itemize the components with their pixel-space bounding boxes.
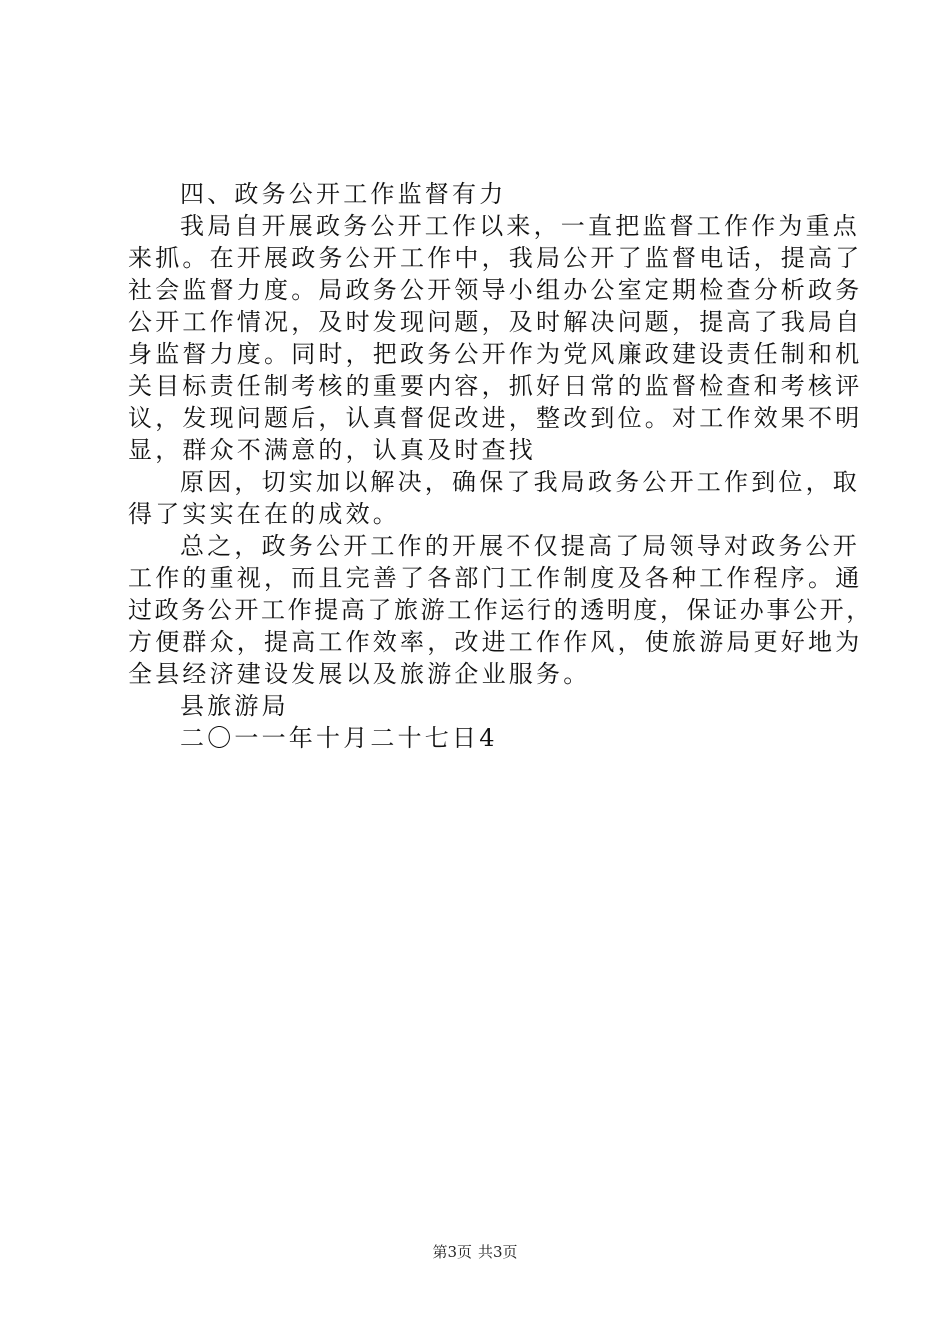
- paragraph-1-line-4: 公开工作情况，及时发现问题，及时解决问题，提高了我局自: [128, 308, 863, 336]
- paragraph-3-line-1: 总之，政务公开工作的开展不仅提高了局领导对政务公开: [180, 532, 860, 560]
- paragraph-1-line-6: 关目标责任制考核的重要内容，抓好日常的监督检查和考核评: [128, 372, 863, 400]
- paragraph-3-line-5: 全县经济建设发展以及旅游企业服务。: [128, 660, 591, 688]
- paragraph-3-line-2: 工作的重视，而且完善了各部门工作制度及各种工作程序。通: [128, 564, 863, 592]
- signature: 县旅游局: [180, 692, 289, 720]
- paragraph-3-line-4: 方便群众，提高工作效率，改进工作作风，使旅游局更好地为: [128, 628, 863, 656]
- paragraph-1-line-3: 社会监督力度。局政务公开领导小组办公室定期检查分析政务: [128, 276, 863, 304]
- page-total: 共3页: [478, 1243, 518, 1261]
- paragraph-1-line-2: 来抓。在开展政务公开工作中，我局公开了监督电话，提高了: [128, 244, 863, 272]
- section-heading: 四、政务公开工作监督有力: [180, 180, 507, 208]
- paragraph-1-line-1: 我局自开展政务公开工作以来，一直把监督工作作为重点: [180, 212, 860, 240]
- paragraph-2-line-1: 原因，切实加以解决，确保了我局政务公开工作到位，取: [180, 468, 860, 496]
- paragraph-1-line-7: 议，发现问题后，认真督促改进，整改到位。对工作效果不明: [128, 404, 863, 432]
- page-number: 第3页: [432, 1243, 472, 1261]
- date: 二〇一一年十月二十七日4: [180, 724, 498, 752]
- paragraph-1-line-8: 显，群众不满意的，认真及时查找: [128, 436, 536, 464]
- paragraph-3-line-3: 过政务公开工作提高了旅游工作运行的透明度，保证办事公开，: [128, 596, 873, 624]
- page-footer: [0, 1242, 950, 1262]
- paragraph-1-line-5: 身监督力度。同时，把政务公开作为党风廉政建设责任制和机: [128, 340, 863, 368]
- paragraph-2-line-2: 得了实实在在的成效。: [128, 500, 400, 528]
